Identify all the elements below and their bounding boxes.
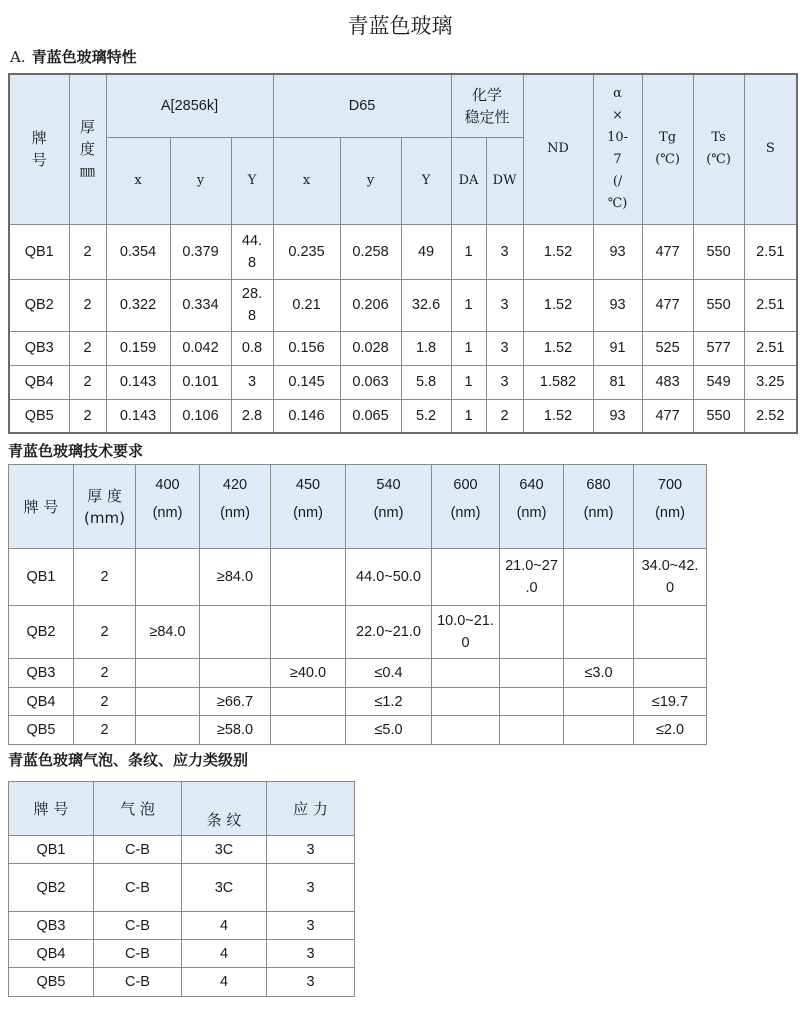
cell-alpha: 93 (593, 224, 642, 279)
header-a2856k: A[2856k] (106, 74, 273, 137)
cell-w400 (136, 688, 200, 716)
cell-aY (231, 331, 273, 365)
cell-ax: 0.159 (106, 331, 170, 365)
cell-aY (231, 224, 273, 279)
cell-thickness: 2 (74, 688, 136, 716)
cell-stress: 3 (267, 968, 355, 997)
header-tg (642, 74, 693, 224)
header-alpha-line: (/ (612, 174, 623, 190)
cell-da: 1 (451, 399, 486, 433)
cell-s: 2.51 (744, 224, 797, 279)
cell-bubble: C-B (94, 968, 182, 997)
cell-ts: 550 (693, 224, 744, 279)
cell-s: 3.25 (744, 365, 797, 399)
cell-w640 (500, 688, 564, 716)
header-wavelength-value: 540 (376, 477, 401, 493)
cell-w700 (634, 688, 707, 716)
cell-stress: 3 (267, 912, 355, 940)
header-dw: DW (486, 137, 523, 224)
cell-dw: 3 (486, 224, 523, 279)
cell-aY-line: 2.8 (241, 407, 263, 424)
table-row (9, 606, 707, 659)
header-wavelength-value: 400 (155, 477, 180, 493)
cell-w700 (634, 659, 707, 688)
cell-w420: ≥66.7 (200, 688, 271, 716)
cell-stripe: 4 (182, 912, 267, 940)
section-title-text: 青蓝色玻璃特性 (31, 48, 137, 66)
header-wavelength-unit: (nm) (583, 505, 614, 521)
header-a-x: x (106, 137, 170, 224)
cell-grade: QB2 (9, 606, 74, 659)
cell-stripe: 4 (182, 968, 267, 997)
cell-dw: 3 (486, 331, 523, 365)
cell-thickness: 2 (69, 365, 106, 399)
header-nd: ND (523, 74, 593, 224)
cell-aY-line: 0.8 (241, 340, 263, 356)
header-wavelength-unit: (nm) (373, 505, 404, 521)
cell-stress: 3 (267, 836, 355, 864)
cell-bubble: C-B (94, 864, 182, 912)
cell-grade: QB4 (9, 365, 69, 399)
cell-w640 (500, 716, 564, 745)
cell-da: 1 (451, 279, 486, 331)
cell-ay: 0.042 (170, 331, 231, 365)
cell-grade: QB5 (9, 399, 69, 433)
cell-w680 (564, 606, 634, 659)
section-title-grades: 青蓝色玻璃气泡、条纹、应力类级别 (8, 751, 249, 769)
cell-w700 (634, 716, 707, 745)
cell-grade: QB5 (9, 716, 74, 745)
cell-w420: ≥58.0 (200, 716, 271, 745)
cell-tg: 477 (642, 399, 693, 433)
cell-ay: 0.106 (170, 399, 231, 433)
header-wavelength-value: 680 (586, 477, 611, 493)
cell-grade: QB1 (9, 836, 94, 864)
cell-w700 (634, 549, 707, 606)
cell-w540: 44.0~50.0 (346, 549, 432, 606)
cell-w680 (564, 716, 634, 745)
header-thickness-line: 度 (79, 140, 95, 159)
cell-w400 (136, 659, 200, 688)
table-row (9, 968, 355, 997)
header-ts-line: (℃) (706, 152, 731, 168)
header-alpha-line: ℃) (607, 196, 628, 212)
cell-grade: QB3 (9, 912, 94, 940)
cell-ax: 0.143 (106, 365, 170, 399)
cell-dw: 3 (486, 365, 523, 399)
header-thickness-line: 厚 (79, 118, 95, 137)
cell-w640-line: 21.0~27 (505, 558, 558, 574)
cell-dY: 5.8 (401, 365, 451, 399)
cell-tg: 477 (642, 279, 693, 331)
table-row (9, 836, 355, 864)
cell-dx: 0.146 (273, 399, 340, 433)
table-row (9, 940, 355, 968)
cell-aY-line: 28. (241, 286, 263, 302)
cell-stripe: 3C (182, 836, 267, 864)
cell-w600-line: 10.0~21. (437, 613, 494, 629)
header-grade: 牌 号 (9, 465, 74, 549)
properties-table (8, 73, 798, 434)
cell-da: 1 (451, 331, 486, 365)
header-grade-line: 号 (31, 151, 47, 170)
cell-grade: QB4 (9, 940, 94, 968)
header-d-x: x (273, 137, 340, 224)
cell-tg: 477 (642, 224, 693, 279)
header-thickness-line: 厚 度 (87, 486, 122, 505)
cell-w700-line: 34.0~42. (641, 558, 699, 574)
header-wavelength (136, 465, 200, 549)
cell-thickness: 2 (74, 549, 136, 606)
cell-w540: ≤1.2 (346, 688, 432, 716)
cell-dY: 32.6 (401, 279, 451, 331)
header-wavelength (500, 465, 564, 549)
table-row (9, 399, 797, 433)
cell-ay: 0.379 (170, 224, 231, 279)
cell-bubble: C-B (94, 940, 182, 968)
cell-grade: QB4 (9, 688, 74, 716)
header-grade (9, 74, 69, 224)
cell-w400 (136, 549, 200, 606)
cell-dx: 0.145 (273, 365, 340, 399)
cell-w640 (500, 549, 564, 606)
page-title: 青蓝色玻璃 (347, 14, 453, 38)
cell-dY: 1.8 (401, 331, 451, 365)
cell-stripe: 3C (182, 864, 267, 912)
cell-ax: 0.354 (106, 224, 170, 279)
header-stability-line: 化学 (472, 85, 503, 104)
cell-ax: 0.322 (106, 279, 170, 331)
cell-thickness: 2 (69, 224, 106, 279)
cell-dY: 49 (401, 224, 451, 279)
cell-w640 (500, 606, 564, 659)
cell-dY: 5.2 (401, 399, 451, 433)
cell-thickness: 2 (74, 659, 136, 688)
cell-w420 (200, 659, 271, 688)
cell-w600-line: 0 (461, 635, 470, 651)
header-chemical-stability (451, 74, 523, 137)
cell-w540: ≤5.0 (346, 716, 432, 745)
cell-ts: 550 (693, 399, 744, 433)
cell-w400: ≥84.0 (136, 606, 200, 659)
cell-da: 1 (451, 224, 486, 279)
cell-grade: QB1 (9, 224, 69, 279)
header-alpha-line: α (613, 86, 622, 102)
table-row (9, 331, 797, 365)
cell-aY (231, 399, 273, 433)
header-da: DA (451, 137, 486, 224)
cell-grade: QB2 (9, 279, 69, 331)
cell-dy: 0.063 (340, 365, 401, 399)
header-wavelength-unit: (nm) (293, 505, 323, 521)
cell-w680 (564, 549, 634, 606)
table-row (9, 365, 797, 399)
cell-w450 (271, 549, 346, 606)
table-row (9, 716, 707, 745)
cell-w420 (200, 606, 271, 659)
header-thickness-line: (mm) (84, 508, 125, 527)
cell-nd: 1.582 (523, 365, 593, 399)
cell-alpha: 91 (593, 331, 642, 365)
table-row (9, 659, 707, 688)
cell-aY-line: 44. (241, 232, 263, 249)
table-row (9, 688, 707, 716)
requirements-table (8, 464, 707, 745)
header-a-y: y (170, 137, 231, 224)
cell-w600 (432, 606, 500, 659)
cell-w600 (432, 688, 500, 716)
header-alpha-line: 7 (613, 152, 622, 168)
header-wavelength-unit: (nm) (516, 505, 547, 521)
cell-s: 2.51 (744, 331, 797, 365)
cell-s: 2.52 (744, 399, 797, 433)
cell-alpha: 81 (593, 365, 642, 399)
header-wavelength-value: 600 (453, 477, 478, 493)
header-wavelength (271, 465, 346, 549)
table-row (9, 224, 797, 279)
header-wavelength-unit: (nm) (450, 505, 481, 521)
grades-table (8, 781, 355, 997)
cell-w600 (432, 549, 500, 606)
header-thickness (74, 465, 136, 549)
header-thickness (69, 74, 106, 224)
header-wavelength-unit: (nm) (655, 505, 685, 521)
cell-stripe: 4 (182, 940, 267, 968)
cell-w450 (271, 716, 346, 745)
cell-nd: 1.52 (523, 331, 593, 365)
table-header-row (9, 465, 707, 549)
cell-w450: ≥40.0 (271, 659, 346, 688)
header-stripe: 条 纹 (182, 782, 267, 836)
header-wavelength-unit: (nm) (152, 505, 183, 521)
cell-w700-line: ≤2.0 (655, 722, 685, 738)
cell-w540: ≤0.4 (346, 659, 432, 688)
header-grade-line: 牌 (31, 129, 47, 148)
header-wavelength (564, 465, 634, 549)
cell-thickness: 2 (69, 279, 106, 331)
cell-w640-line: .0 (525, 580, 538, 596)
cell-grade: QB5 (9, 968, 94, 997)
table-row (9, 549, 707, 606)
header-tg-line: (℃) (655, 152, 680, 168)
table-row (9, 912, 355, 940)
cell-dy: 0.065 (340, 399, 401, 433)
cell-stress: 3 (267, 940, 355, 968)
cell-aY-line: 8 (247, 308, 257, 324)
table-row (9, 864, 355, 912)
cell-ts: 550 (693, 279, 744, 331)
cell-w450 (271, 688, 346, 716)
header-bubble: 气 泡 (94, 782, 182, 836)
header-wavelength (634, 465, 707, 549)
cell-w680 (564, 688, 634, 716)
section-prefix: A. (10, 48, 26, 66)
cell-stress: 3 (267, 864, 355, 912)
cell-w640 (500, 659, 564, 688)
header-wavelength-value: 640 (519, 477, 544, 493)
cell-w450 (271, 606, 346, 659)
section-title-properties (10, 46, 137, 67)
header-grade: 牌 号 (9, 782, 94, 836)
cell-aY-line: 3 (247, 374, 257, 390)
cell-ay: 0.334 (170, 279, 231, 331)
header-wavelength-value: 700 (657, 477, 683, 493)
header-wavelength (346, 465, 432, 549)
cell-grade: QB2 (9, 864, 94, 912)
header-alpha-line: 10- (607, 130, 629, 146)
header-stability-line: 稳定性 (464, 107, 510, 126)
cell-w600 (432, 659, 500, 688)
cell-dx: 0.156 (273, 331, 340, 365)
cell-da: 1 (451, 365, 486, 399)
cell-w600 (432, 716, 500, 745)
section-title-requirements: 青蓝色玻璃技术要求 (8, 442, 144, 460)
header-expansion (593, 74, 642, 224)
header-wavelength-value: 420 (222, 477, 248, 493)
header-d-Y: Y (401, 137, 451, 224)
cell-grade: QB3 (9, 331, 69, 365)
cell-nd: 1.52 (523, 399, 593, 433)
header-tg-line: Tg (659, 130, 677, 146)
cell-nd: 1.52 (523, 279, 593, 331)
cell-w700 (634, 606, 707, 659)
cell-w540: 22.0~21.0 (346, 606, 432, 659)
header-alpha-line: × (612, 108, 623, 124)
cell-w400 (136, 716, 200, 745)
cell-alpha: 93 (593, 279, 642, 331)
cell-dx: 0.21 (273, 279, 340, 331)
cell-w420: ≥84.0 (200, 549, 271, 606)
table-header-row (9, 74, 797, 137)
cell-ts: 577 (693, 331, 744, 365)
cell-tg: 483 (642, 365, 693, 399)
cell-dy: 0.206 (340, 279, 401, 331)
cell-aY-line: 8 (247, 254, 257, 271)
cell-thickness: 2 (74, 716, 136, 745)
header-wavelength (432, 465, 500, 549)
cell-bubble: C-B (94, 912, 182, 940)
cell-grade: QB3 (9, 659, 74, 688)
header-ts-line: Ts (711, 130, 726, 146)
cell-bubble: C-B (94, 836, 182, 864)
header-stress: 应 力 (267, 782, 355, 836)
cell-grade: QB1 (9, 549, 74, 606)
header-d-y: y (340, 137, 401, 224)
cell-w700-line: ≤19.7 (651, 693, 689, 710)
cell-w700-line: 0 (665, 580, 675, 596)
cell-thickness: 2 (74, 606, 136, 659)
header-a-Y: Y (231, 137, 273, 224)
header-thickness-line: ㎜ (79, 162, 95, 181)
header-wavelength (200, 465, 271, 549)
cell-aY (231, 279, 273, 331)
header-wavelength-unit: (nm) (220, 505, 250, 521)
header-d65: D65 (273, 74, 451, 137)
header-ts (693, 74, 744, 224)
cell-s: 2.51 (744, 279, 797, 331)
table-row (9, 279, 797, 331)
cell-dy: 0.028 (340, 331, 401, 365)
cell-nd: 1.52 (523, 224, 593, 279)
cell-dy: 0.258 (340, 224, 401, 279)
cell-tg: 525 (642, 331, 693, 365)
cell-thickness: 2 (69, 399, 106, 433)
cell-w680: ≤3.0 (564, 659, 634, 688)
cell-thickness: 2 (69, 331, 106, 365)
cell-dw: 2 (486, 399, 523, 433)
cell-aY (231, 365, 273, 399)
cell-alpha: 93 (593, 399, 642, 433)
header-wavelength-value: 450 (295, 477, 321, 493)
cell-ax: 0.143 (106, 399, 170, 433)
header-s: S (744, 74, 797, 224)
cell-dw: 3 (486, 279, 523, 331)
cell-ay: 0.101 (170, 365, 231, 399)
cell-dx: 0.235 (273, 224, 340, 279)
table-header-row (9, 782, 355, 836)
cell-ts: 549 (693, 365, 744, 399)
